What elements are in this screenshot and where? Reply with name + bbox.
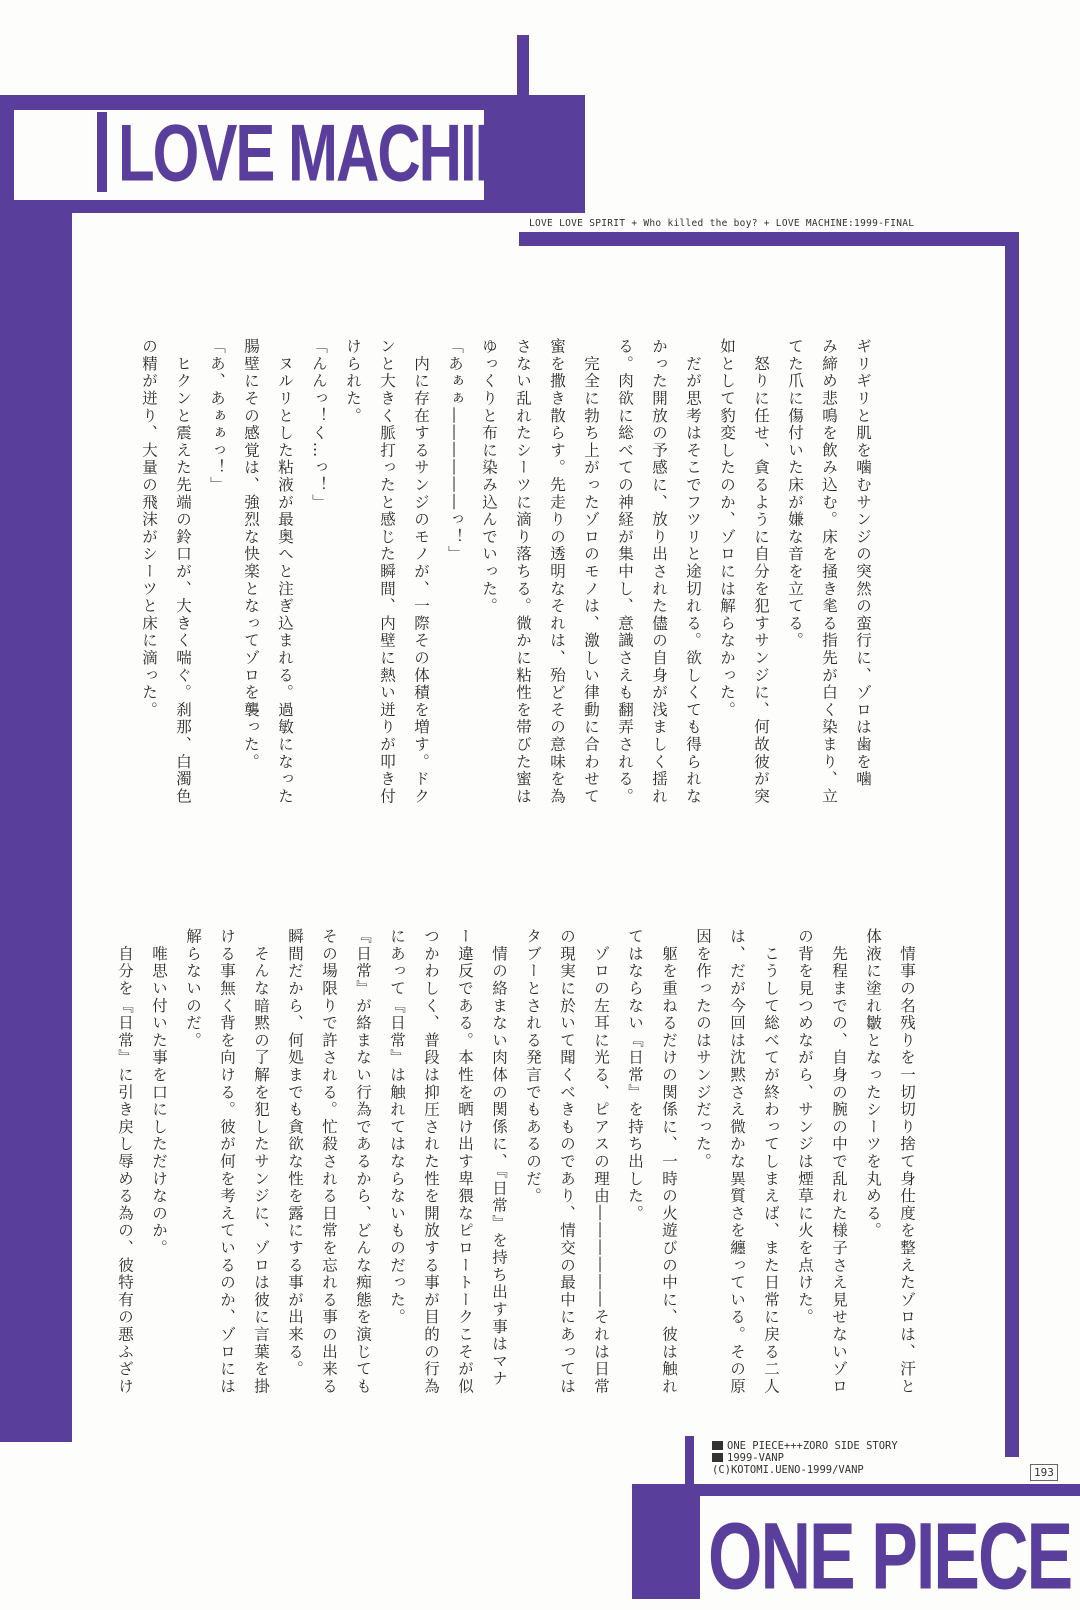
lower-text-block: 情事の名残りを一切切り捨て身仕度を整えたゾロは、汗と 体液に塗れ皺となったシーツを丸める。 先程までの、自身の腕の中で乱れた様子さえ見せないゾロ の背を見つめながら、サンジは煙草に火を点けた。 こうして総べてが終わってしまえば、また日常に戻る二人 は、だが今回は沈黙さえ微かな異質さを纏っている。その原 因を作ったのはサンジだった。 躯を重ねるだけの関係に、一時の火遊びの中に、彼は触れ てはならない『日常』を持ち出した。 ゾロの左耳に光る、ピアスの理由――――――それは日常 の現実に於いて聞くべきものであり、情交の最中にあっては タブーとされる発言でもあるのだ。 情の絡まない肉体の関係に、『日常』を持ち出す事はマナ ー違反である。本性を晒け出す卑猥なピロートークこそが似 つかわしく、普段は抑圧された性を開放する事が目的の行為 にあって『日常』は触れてはならないものだった。 『日常』が絡まない行為であるから、どんな痴態を演じても その場限りで許される。忙殺される日常を忘れる事の出来る 瞬間だから、何処までも貪欲な性を露にする事が出来る。 そんな暗黙の了解を犯したサンジに、ゾロは彼に言葉を掛 ける事無く背を向ける。彼が何を考えているのか、ゾロには 解らないのだ。 唯思い付いた事を口にしただけなのか。 自分を『日常』に引き戻し辱める為の、彼特有の悪ふざけ: [116, 928, 916, 1396]
right-frame-right: [1005, 232, 1019, 1457]
upper-text-block: ギリギリと肌を噛むサンジの突然の蛮行に、ゾロは歯を噛 み締め悲鳴を飲み込む。床を掻き毟る指先が白く染まり、立 てた爪に傷付いた床が嫌な音を立てる。 怒りに任せ、貪るように自分を犯すサンジに、何故彼が突 如として豹変したのか、ゾロには解らなかった。 だが思考はそこでフツリと途切れる。欲しくても得られな かった開放の予感に、放り出された儘の自身が浅ましく揺れ る。肉欲に総べての神経が集中し、意識さえも翻弄される。 完全に勃ち上がったゾロのモノは、激しい律動に合わせて 蜜を撒き散らす。先走りの透明なそれは、殆どその意味を為 さない乱れたシーツに滴り落ちる。微かに粘性を帯びた蜜は ゆっくりと布に染み込んでいった。 「あぁぁ――――――っ！」 内に存在するサンジのモノが、一際その体積を増す。ドク ンと大きく脈打ったと感じた瞬間、内壁に熱い迸りが叩き付 けられた。 「んんっ！く…っ！」 ヌルリとした粘液が最奥へと注ぎ込まれる。過敏になった 腸壁にその感覚は、強烈な快楽となってゾロを襲った。 「あ、あぁぁっ！」 ヒクンと震えた先端の鈴口が、大きく喘ぐ。刹那、白濁色 の精が迸り、大量の飛沫がシーツと床に滴った。: [140, 338, 872, 806]
page-title: LOVE MACHINE: [118, 107, 555, 198]
page-number: 193: [1030, 1464, 1058, 1481]
subtitle-line: LOVE LOVE SPIRIT + Who killed the boy? + LOVE MACHINE:1999-FINAL: [529, 218, 915, 229]
credit-line-2: 1999-VANP: [727, 1452, 784, 1464]
credit-line-1: ONE PIECE+++ZORO SIDE STORY: [727, 1440, 898, 1452]
left-frame-band: [0, 95, 72, 1442]
title-bar-icon: [97, 112, 107, 192]
credit-block: [712, 1440, 898, 1476]
credit-line-3: (C)KOTOMI.UENO-1999/VANP: [712, 1464, 864, 1476]
square-bullet-icon: [712, 1441, 723, 1450]
square-bullet-icon: [712, 1453, 723, 1462]
bottom-logo: ONE PIECE: [708, 1503, 1072, 1609]
right-frame-top: [519, 232, 1019, 246]
